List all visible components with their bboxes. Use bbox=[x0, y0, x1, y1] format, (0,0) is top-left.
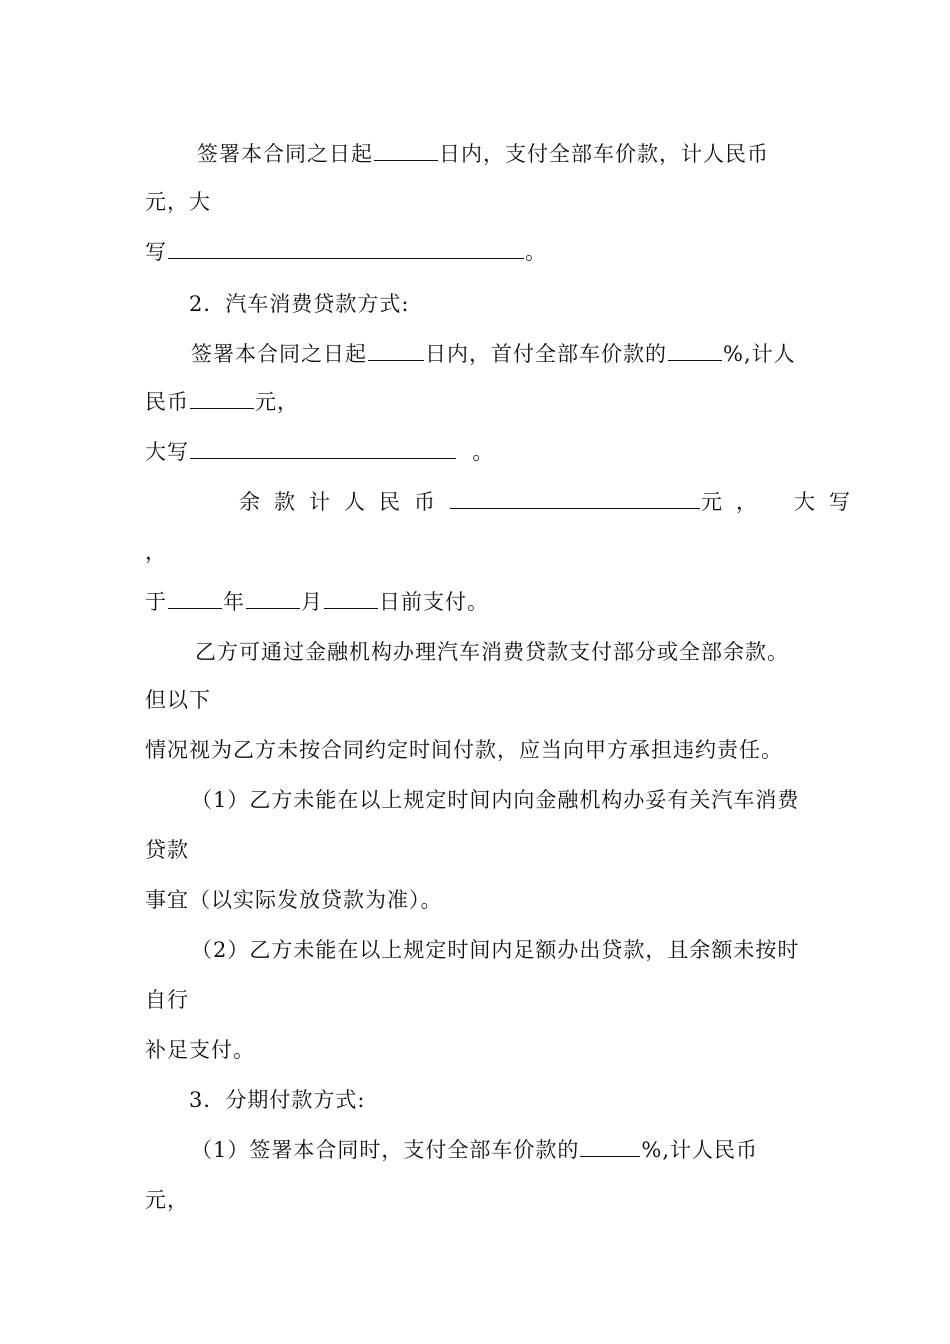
text-line: ， bbox=[145, 540, 167, 564]
text-line: 补足支付。 bbox=[145, 1038, 255, 1062]
blank-days[interactable] bbox=[374, 140, 438, 161]
text-line: 大写 。 bbox=[145, 440, 495, 464]
blank-percent[interactable] bbox=[668, 340, 722, 361]
section-heading-loan: 2．汽车消费贷款方式: bbox=[189, 292, 410, 316]
paragraph-balance: 余款计人民币 元， 大写 bbox=[239, 490, 865, 514]
clause-2: （2）乙方未能在以上规定时间内足额办出贷款，且余额未按时 bbox=[191, 938, 800, 962]
text-line: 写 。 bbox=[145, 240, 547, 264]
text-line: 元， bbox=[145, 1188, 189, 1212]
blank-month[interactable] bbox=[246, 588, 300, 609]
text-line: 贷款 bbox=[145, 838, 189, 862]
blank-amount[interactable] bbox=[190, 388, 254, 409]
blank-amount-words[interactable] bbox=[168, 238, 524, 259]
paragraph-loan-note: 乙方可通过金融机构办理汽车消费贷款支付部分或全部余款。 bbox=[195, 640, 789, 664]
clause-1: （1）乙方未能在以上规定时间内向金融机构办妥有关汽车消费 bbox=[191, 788, 800, 812]
text-line: 民币 元， bbox=[145, 390, 299, 414]
section-heading-installment: 3．分期付款方式: bbox=[189, 1088, 366, 1112]
blank-year[interactable] bbox=[168, 588, 222, 609]
blank-day[interactable] bbox=[324, 588, 378, 609]
text-line: 但以下 bbox=[145, 688, 211, 712]
text-line: 于 年 月 日前支付。 bbox=[145, 590, 489, 614]
text-line: 情况视为乙方未按合同约定时间付款，应当向甲方承担违约责任。 bbox=[145, 738, 783, 762]
clause-installment-1: （1）签署本合同时，支付全部车价款的 %,计人民币 bbox=[191, 1138, 758, 1162]
text-line: 自行 bbox=[145, 988, 189, 1012]
paragraph-full-payment: 签署本合同之日起 日内，支付全部车价款，计人民币 bbox=[197, 142, 769, 166]
paragraph-down-payment: 签署本合同之日起 日内，首付全部车价款的 %,计人 bbox=[191, 342, 796, 366]
blank-percent[interactable] bbox=[580, 1136, 640, 1157]
blank-balance-amount[interactable] bbox=[450, 488, 700, 509]
blank-days[interactable] bbox=[368, 340, 424, 361]
text-line: 事宜（以实际发放贷款为准）。 bbox=[145, 888, 443, 912]
text-line: 元，大 bbox=[145, 190, 211, 214]
blank-amount-words[interactable] bbox=[190, 438, 456, 459]
